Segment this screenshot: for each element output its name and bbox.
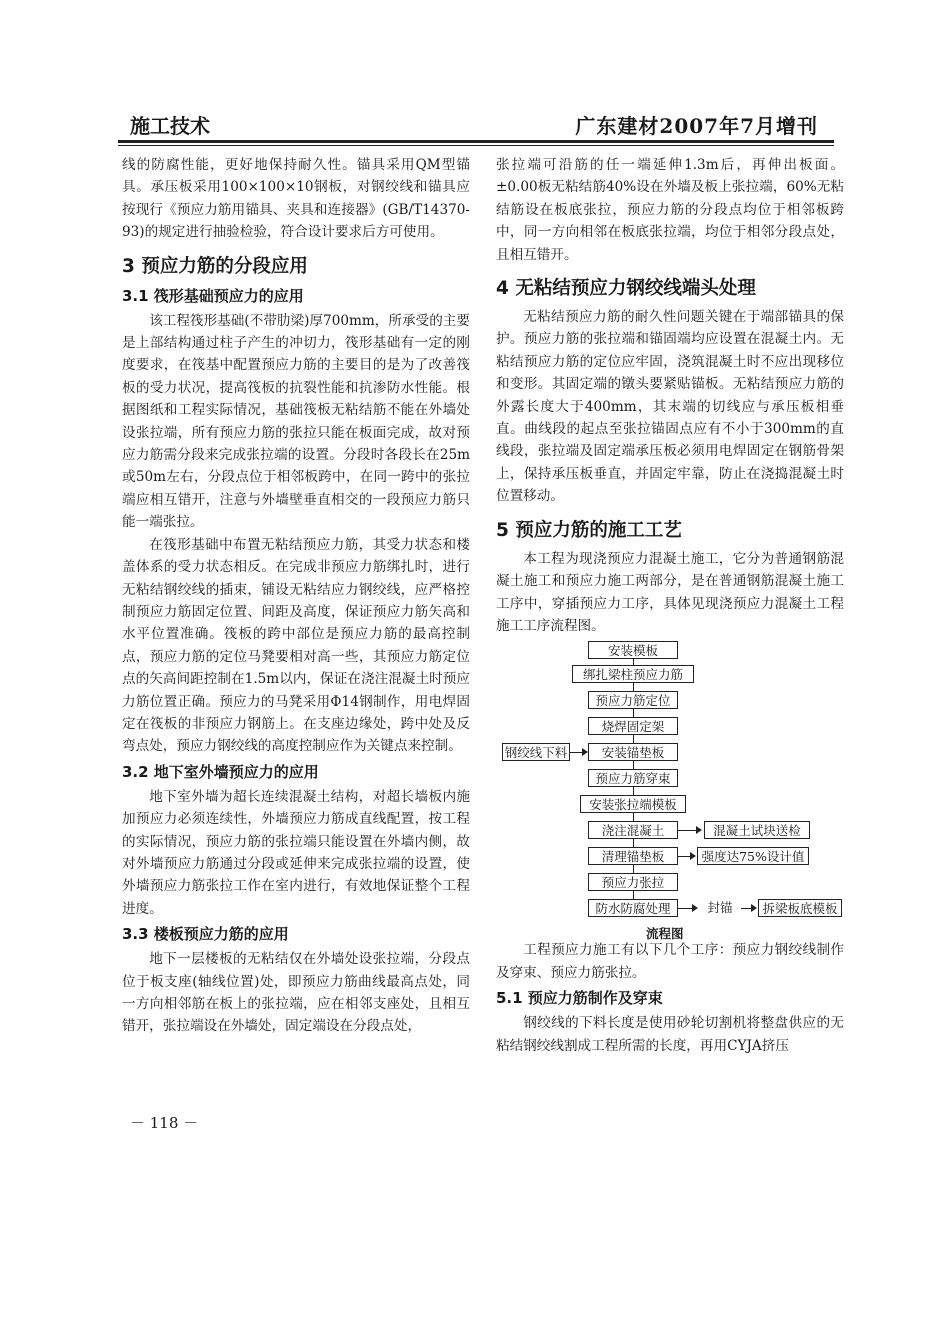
flow-step: 烧焊固定架 xyxy=(588,717,678,735)
paragraph: 该工程筏形基础(不带肋梁)厚700mm，所承受的主要是上部结构通过柱子产生的冲切力，筏形基础有一定的刚度要求，在筏基中配置预应力筋的主要目的是为了改善筏板的受力状况，提高筏板的抗裂性能和抗渗防水性能。根据图纸和工程实际情况，基础筏板无粘结筋不能在外墙处设张拉端，所有预应力筋的张拉只能在板面完成，故对预应力筋需分段来完成张拉端的设置。分段时各段长在25m或50m左右，分段点位于相邻板跨中，在同一跨中的张拉端应相互错开，注意与外墙壁垂直相交的一段预应力筋只能一端张拉。 xyxy=(122,312,470,531)
flowchart-caption: 流程图 xyxy=(646,926,684,942)
subsection-heading-3-3: 3.3 楼板预应力筋的应用 xyxy=(122,925,289,944)
paragraph: 本工程为现浇预应力混凝土施工，它分为普通钢筋混凝土施工和预应力施工两部分，是在普通钢筋混凝土施工工序中，穿插预应力工序，具体见现浇预应力混凝土工程施工工序流程图。 xyxy=(496,550,844,634)
flow-connector xyxy=(678,908,692,909)
right-column xyxy=(496,154,844,1057)
paragraph: 无粘结预应力筋的耐久性问题关键在于端部锚具的保护。预应力筋的张拉端和锚固端均应设置在混凝土内。无粘结预应力筋的定位应牢固，浇筑混凝土时不应出现移位和变形。其固定端的镦头要紧贴锚板。无粘结预应力筋的外露长度大于400mm，其末端的切线应与承压板相垂直。曲线段的起点至张拉锚固点应有不小于300mm的直线段，张拉端及固定端承压板必须用电焊固定在钢筋骨架上，保持承压板垂直，并固定牢靠，防止在浇捣混凝土时位置移动。 xyxy=(496,309,844,505)
paragraph: 地下室外墙为超长连续混凝土结构，对超长墙板内施加预应力必须连续性，外墙预应力筋成直线配置，按工程的实际情况，预应力筋的张拉端只能设置在外墙内侧，故对外墙预应力筋通过分段或延伸来完成张拉端的设置，使外墙预应力筋张拉工作在室内进行，有效地保证整个工程进度。 xyxy=(122,788,470,917)
subsection-heading-3-1: 3.1 筏形基础预应力的应用 xyxy=(122,286,304,305)
flow-side-input: 钢绞线下料 xyxy=(502,743,570,761)
flow-end-step: 拆梁板底模板 xyxy=(758,899,842,917)
flow-step: 绑扎梁柱预应力筋 xyxy=(572,665,694,683)
flow-step: 防水防腐处理 xyxy=(588,899,678,917)
paragraph: 工程预应力施工有以下几个工序：预应力钢绞线制作及穿束、预应力筋张拉。 xyxy=(496,942,844,981)
arrow-right-icon xyxy=(692,904,698,912)
paragraph: 地下一层楼板的无粘结仅在外墙处设张拉端，分段点位于板支座(轴线位置)处，即预应力筋曲线最高点处，同一方向相邻筋在板上的张拉端，应在相邻支座处，且相互错开，张拉端设在外墙处，固定端设在分段点处， xyxy=(122,951,470,1035)
section-heading-5: 5 预应力筋的施工工艺 xyxy=(496,519,682,541)
arrow-right-icon xyxy=(751,904,757,912)
subsection-heading-5-1: 5.1 预应力筋制作及穿束 xyxy=(496,989,663,1008)
flow-connector xyxy=(570,752,582,753)
flow-step: 预应力筋定位 xyxy=(588,691,678,709)
flow-step: 安装模板 xyxy=(588,641,678,659)
header-rule-thick xyxy=(118,140,834,143)
paragraph: 在筏形基础中布置无粘结预应力筋，其受力状态和楼盖体系的受力状态相反。在完成非预应力筋绑扎时，进行无粘结钢绞线的插束，铺设无粘结应力钢绞线，应严格控制预应力筋固定位置、间距及高度，保证预应力筋矢高和水平位置准确。筏板的跨中部位是预应力筋的最高控制点，预应力筋的定位马凳要相对高一些，其预应力筋定位点的矢高间距控制在1.5m以内，保证在浇注混凝土时预应力筋位置正确。预应力的马凳采用Φ14钢制作，用电焊固定在筏板的非预应力钢筋上。在支座边缘处，跨中处及反弯点处，预应力钢绞线的高度控制应作为关键点来控制。 xyxy=(122,536,470,755)
section-heading-3: 3 预应力筋的分段应用 xyxy=(122,255,308,277)
arrow-right-icon xyxy=(690,852,696,860)
section-heading-4: 4 无粘结预应力钢绞线端头处理 xyxy=(496,278,756,300)
flow-step: 安装张拉端模板 xyxy=(580,795,686,813)
flow-step: 清理锚垫板 xyxy=(588,847,678,865)
header-section-title: 施工技术 xyxy=(130,114,210,138)
flow-side-step: 强度达75%设计值 xyxy=(697,847,809,865)
flow-connector xyxy=(741,908,751,909)
construction-flowchart xyxy=(496,641,844,942)
flow-side-step: 混凝土试块送检 xyxy=(704,821,810,839)
paragraph: 钢绞线的下料长度是使用砂轮切割机将整盘供应的无粘结钢绞线割成工程所需的长度，再用CYJA挤压 xyxy=(496,1015,844,1054)
arrow-right-icon xyxy=(696,826,702,834)
arrow-right-icon xyxy=(582,748,588,756)
subsection-heading-3-2: 3.2 地下室外墙预应力的应用 xyxy=(122,762,319,781)
flow-connector xyxy=(678,830,696,831)
flow-step: 预应力张拉 xyxy=(588,873,678,891)
flow-connector xyxy=(678,856,690,857)
header-journal-title: 广东建材2007年7月增刊 xyxy=(575,114,818,138)
left-column xyxy=(122,154,470,1038)
flow-step: 安装锚垫板 xyxy=(588,743,678,761)
flow-step: 预应力筋穿束 xyxy=(588,769,678,787)
paragraph: 张拉端可沿筋的任一端延伸1.3m后，再伸出板面。±0.00板无粘结筋40%设在外墙及板上张拉端，60%无粘结筋设在板底张拉，预应力筋的分段点均位于相邻板跨中，同一方向相邻在板底张拉端，均位于相邻分段点处，且相互错开。 xyxy=(496,157,844,263)
paragraph: 线的防腐性能，更好地保持耐久性。锚具采用QM型锚具。承压板采用100×100×10钢板，对钢绞线和锚具应按现行《预应力筋用锚具、夹具和连接器》(GB/T14370-93)的规定进行抽验检验，符合设计要求后方可使用。 xyxy=(122,157,470,241)
flow-step: 浇注混凝土 xyxy=(588,821,678,839)
flow-end-step: 封锚 xyxy=(699,899,741,917)
header-rule-thin xyxy=(118,145,834,146)
page-number: － 118 － xyxy=(130,1114,199,1132)
running-header xyxy=(118,104,834,138)
